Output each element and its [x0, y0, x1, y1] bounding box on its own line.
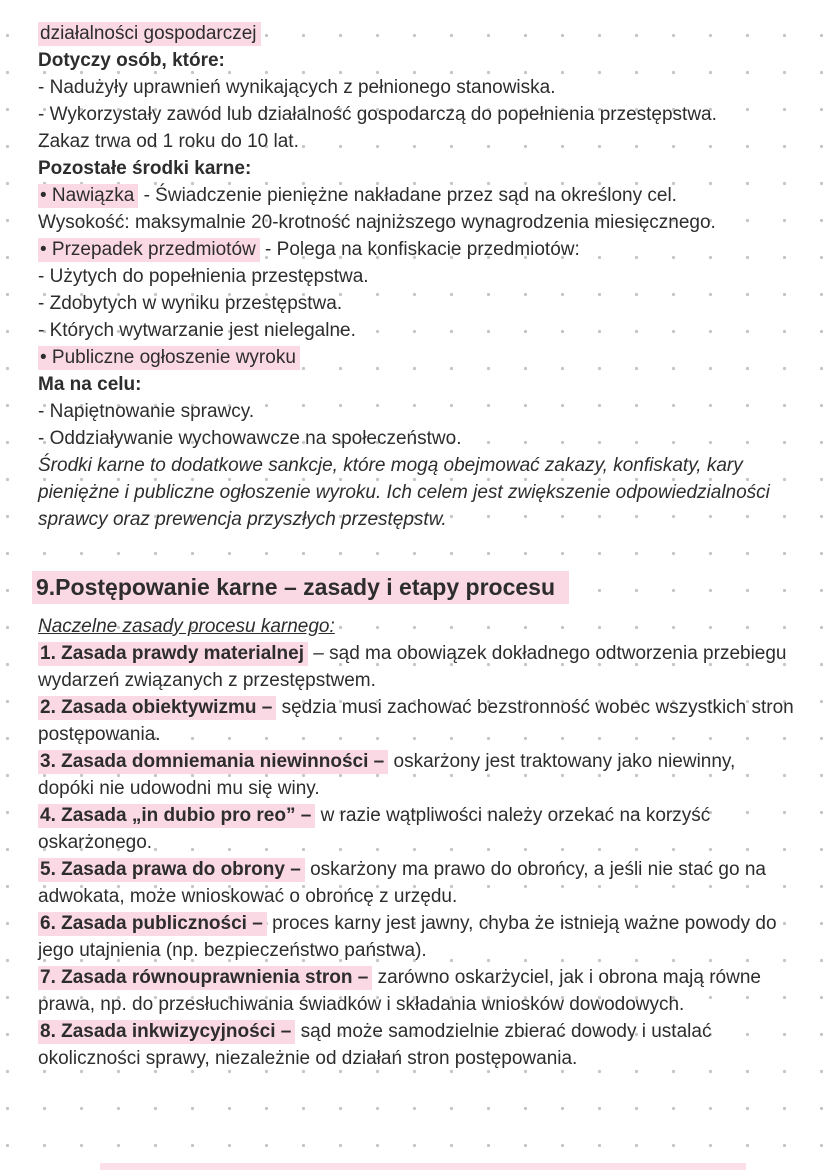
text-segment: oskarżony jest traktowany jako niewinny, dopóki nie udowodni mu się winy.	[38, 751, 741, 799]
text-segment: Wysokość: maksymalnie 20-krotność najniższego wynagrodzenia miesięcznego.	[38, 212, 716, 233]
text-line	[38, 344, 794, 371]
text-line	[38, 236, 794, 263]
text-line	[38, 20, 794, 47]
highlighted-text-segment: 1. Zasada prawdy materialnej	[38, 642, 308, 666]
text-segment: - Oddziaływanie wychowawcze na społeczeństwo.	[38, 428, 462, 449]
text-line	[38, 371, 794, 398]
text-segment: Pozostałe środki karne:	[38, 158, 252, 179]
highlighted-text-segment: 5. Zasada prawa do obrony –	[38, 858, 305, 882]
text-line	[38, 613, 794, 640]
text-line	[38, 47, 794, 74]
text-segment: Środki karne to dodatkowe sankcje, które mogą obejmować zakazy, konfiskaty, kary pieniężne i publiczne ogłoszenie wyroku. Ich celem jest zwiększenie odpowiedzialności sprawcy oraz prewencja przyszłych przestępstw.	[38, 455, 776, 530]
text-segment: Zakaz trwa od 1 roku do 10 lat.	[38, 131, 299, 152]
text-line	[38, 317, 794, 344]
text-segment: - Świadczenie pieniężne nakładane przez sąd na określony cel.	[138, 185, 677, 206]
text-line	[38, 1018, 794, 1072]
highlighted-text-segment: 2. Zasada obiektywizmu –	[38, 696, 276, 720]
highlighted-text-segment: 7. Zasada równouprawnienia stron –	[38, 966, 372, 990]
text-line	[38, 101, 794, 128]
highlighted-text-segment: 8. Zasada inkwizycyjności –	[38, 1020, 295, 1044]
text-segment: - Nadużyły uprawnień wynikających z pełnionego stanowiska.	[38, 77, 556, 98]
text-segment: sędzia musi zachować bezstronność wobec wszystkich stron postępowania.	[38, 697, 800, 745]
text-segment: Naczelne zasady procesu karnego:	[38, 616, 335, 637]
highlighted-text-segment: 6. Zasada publiczności –	[38, 912, 267, 936]
highlighted-text-segment: 9.Postępowanie karne – zasady i etapy procesu	[32, 571, 569, 604]
text-segment: w razie wątpliwości należy orzekać na korzyść oskarżonego.	[38, 805, 716, 853]
text-segment: - Wykorzystały zawód lub działalność gospodarczą do popełnienia przestępstwa.	[38, 104, 717, 125]
text-segment: zarówno oskarżyciel, jak i obrona mają równe prawa, np. do przesłuchiwania świadków i składania wniosków dowodowych.	[38, 967, 767, 1015]
text-line	[38, 290, 794, 317]
text-line	[38, 964, 794, 1018]
highlighted-text-segment: • Przepadek przedmiotów	[38, 238, 260, 262]
text-line	[38, 910, 794, 964]
text-segment: - Napiętnowanie sprawcy.	[38, 401, 255, 422]
text-line	[38, 452, 794, 533]
text-segment: – sąd ma obowiązek dokładnego odtworzenia przebiegu wydarzeń związanych z przestępstwem.	[38, 643, 792, 691]
text-line	[38, 74, 794, 101]
highlighted-text-segment: 3. Zasada domniemania niewinności –	[38, 750, 388, 774]
text-segment: - Polega na konfiskacie przedmiotów:	[259, 239, 580, 260]
text-line	[38, 182, 794, 209]
text-segment: Dotyczy osób, które:	[38, 50, 225, 71]
highlighted-text-segment: • Publiczne ogłoszenie wyroku	[38, 346, 300, 370]
text-line	[38, 209, 794, 236]
text-segment: - Zdobytych w wyniku przestępstwa.	[38, 293, 343, 314]
text-segment: oskarżony ma prawo do obrońcy, a jeśli nie stać go na adwokata, może wnioskować o obrońcę z urzędu.	[38, 859, 772, 907]
text-line	[38, 802, 794, 856]
highlighted-text-segment: 4. Zasada „in dubio pro reo” –	[38, 804, 315, 828]
text-line	[38, 398, 794, 425]
text-segment: sąd może samodzielnie zbierać dowody i ustalać okoliczności sprawy, niezależnie od działań stron postępowania.	[38, 1021, 717, 1069]
text-line	[38, 263, 794, 290]
section-heading	[38, 571, 794, 603]
text-line	[38, 128, 794, 155]
highlighted-text-segment: działalności gospodarczej	[38, 22, 261, 46]
text-line	[38, 425, 794, 452]
text-line	[38, 748, 794, 802]
text-segment: Ma na celu:	[38, 374, 142, 395]
next-line-highlight-sliver	[100, 1163, 746, 1170]
highlighted-text-segment: • Nawiązka	[38, 184, 138, 208]
text-line	[38, 155, 794, 182]
text-segment: - Których wytwarzanie jest nielegalne.	[38, 320, 356, 341]
text-segment: proces karny jest jawny, chyba że istnieją ważne powody do jego utajnienia (np. bezpieczeństwo państwa).	[38, 913, 782, 961]
text-line	[38, 694, 800, 748]
text-line	[38, 856, 794, 910]
text-line	[38, 640, 794, 694]
text-segment: - Użytych do popełnienia przestępstwa.	[38, 266, 369, 287]
